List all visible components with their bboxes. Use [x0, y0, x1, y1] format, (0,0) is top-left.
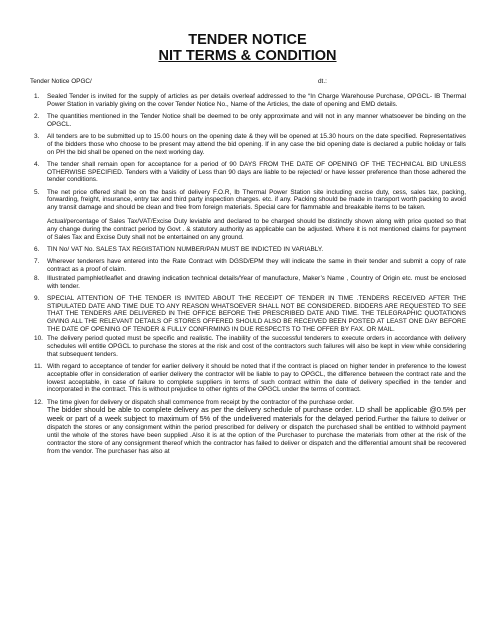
term-number: 1. [34, 93, 40, 100]
term-item-4 [34, 161, 466, 185]
term-number: 12. [34, 398, 43, 406]
term-number: 11. [34, 362, 43, 370]
term-text-lead: The time given for delivery or dispatch shall commence from receipt by the contractor of the purchase order. [47, 398, 354, 406]
page-subtitle: NIT TERMS & CONDITION [158, 48, 337, 64]
term-text [47, 399, 466, 456]
term-item-5 [34, 189, 466, 242]
term-number: 9. [34, 294, 40, 302]
term-number: 10. [34, 335, 43, 343]
term-item-6 [34, 246, 466, 254]
tender-notice-reference [30, 78, 465, 86]
term-text: The tender shall remain open for acceptance for a period of 90 DAYS FROM THE DATE OF OPENING OF THE TECHNICAL BID UNLESS OTHERWISE SPECIFIED. Tenders with a Validity of Less than 90 days are liable to be rejected/ or have lesser preference than those adhered the tender conditions. [47, 160, 466, 184]
term-item-2 [34, 113, 466, 129]
tender-notice-label: Tender Notice OPGC/ [30, 78, 92, 85]
term-number: 2. [34, 112, 40, 120]
tender-date-label: dt.: [318, 78, 327, 85]
term-text: The net price offered shall be on the basis of delivery F.O.R, Ib Thermal Power Station site including excise duty, cess, sales tax, packing, forwarding, freight, insurance, entry tax and third party inspection charges. etc. if any. Packing should be made in transport worth packing to avoid any transit damage and should be clean and free from foreign materials. Special care for flammable and breakable items to be taken. [47, 188, 466, 212]
term-item-3 [34, 133, 466, 157]
term-item-7 [34, 258, 466, 274]
term-text: The delivery period quoted must be specific and realistic. The inability of the successful tenderers to execute orders in accordance with delivery schedules will entitle OPGCL to purchase the stores at the risk and cost of the contractors such failures will also be kept in view while considering that subsequent tenders. [47, 335, 466, 358]
term-number: 6. [34, 245, 40, 253]
term-text: Sealed Tender is invited for the supply of articles as per details overleaf addressed to the “In Charge Warehouse Purchase, OPGCL- IB Thermal Power Station in variably giving on the cover Tender Notice No., Name of the Articles, the date of opening and EMD details. [47, 93, 466, 108]
term-item-9 [34, 295, 466, 334]
term-text: TIN No/ VAT No. SALES TAX REGISTATION NUMBER/PAN MUST BE INDICTED IN VARIABLY. [47, 245, 324, 253]
term-text-emphasis: The bidder should be able to complete delivery as per the delivery schedule of purchase order. LD shall be applicable @0.5% per week or part of a week subject to maximum of 5% of the undelivered materials for the delayed period [47, 405, 466, 424]
term-text: Wherever tenderers have entered into the Rate Contract with DGSD/EPM they will indicate the same in their tender and submit a copy of rate contract as a proof of claim. [47, 258, 466, 273]
term-number: 5. [34, 188, 40, 196]
term-item-12 [34, 399, 466, 456]
term-item-11 [34, 363, 466, 394]
term-number: 3. [34, 132, 40, 140]
term-text-tail: .Further the failure to deliver or dispatch the stores or any consignment within the period prescribed for delivery or dispatch the purchased shall be entitled to withhold payment until the whole of the stores have been supplied .Also it is at the option of the Purchaser to purchase the materials from other at the risk of the contractor the store of any consignment thereof which the contractor has failed to deliver or dispatch and the differential amount shall be recovered from the vendor. The purchaser has also at [47, 416, 466, 455]
terms-list [34, 93, 466, 460]
term-text-continued: Actual/percentage of Sales Tax/VAT/Excise Duty leviable and declared to be charged should be distinctly shown along with price quoted so that any change during the contract period by Govt . & statutory authority as applicable can be adjusted. Where it is not mentioned claims for payment of Sales Tax and Excise Duty shall not be entertained on any ground. [47, 218, 466, 241]
term-item-8 [34, 275, 466, 291]
term-item-1 [34, 93, 466, 109]
term-text: With regard to acceptance of tender for earlier delivery it should be noted that if the contract is placed on higher tender in preference to the lowest acceptable offer in consideration of earlier delivery the contractor will be liable to pay to OPGCL, the difference between the contract rate and the lowest acceptable, in case of failure to complete suppliers in terms of such contract within the date of delivery specified in the tender and incorporated in the contract. This is without prejudice to other rights of the OPGCL under the terms of contract. [47, 362, 466, 394]
term-text: All tenders are to be submitted up to 15.00 hours on the opening date & they will be opened at 15.30 hours on the date specified. Representatives of the bidders those who choose to be present may attend the bid opening. If in any case the bid opening date is declared a public holiday or falls on PH the bid shall be opened on the next working day. [47, 132, 466, 156]
term-item-10 [34, 335, 466, 359]
term-text: The quantities mentioned in the Tender Notice shall be deemed to be only approximate and will not in any manner whatsoever be binding on the OPGCL. [47, 112, 466, 128]
term-text: Illustrated pamphlet/leaflet and drawing indication technical details/Year of manufacture, Maker’s Name , Country of Origin etc. must be enclosed with tender. [47, 274, 466, 290]
term-number: 7. [34, 258, 40, 266]
page-title: TENDER NOTICE [188, 32, 307, 48]
term-text: SPECIAL ATTENTION OF THE TENDER IS INVITED ABOUT THE RECEIPT OF TENDER IN TIME .TENDERS RECEIVED AFTER THE STIPULATED DATE AND TIME DUE TO ANY REASON WHATSOEVER SHALL NOT BE CONSIDERED. BIDDERS ARE REQUESTED TO SEE THAT THE TENDERS ARE DELIVERED IN THE OFFICE BEFORE THE PRESCRIBED DATE AND TIME. THE TELEGRAPHIC QUOTATIONS GIVING ALL THE RELEVANT DETAILS OF STORES OFFERED SHOULD ALSO BE RECEIVED BEEN POSTED AT LEAST ONE DAY BEFORE THE DATE OF OPENING OF TENDER & FULLY CONFIRMING IN DUE RESPECTS TO THE OFFER BY FAX. OR MAIL. [47, 294, 466, 334]
term-number: 4. [34, 160, 40, 168]
term-number: 8. [34, 274, 40, 282]
